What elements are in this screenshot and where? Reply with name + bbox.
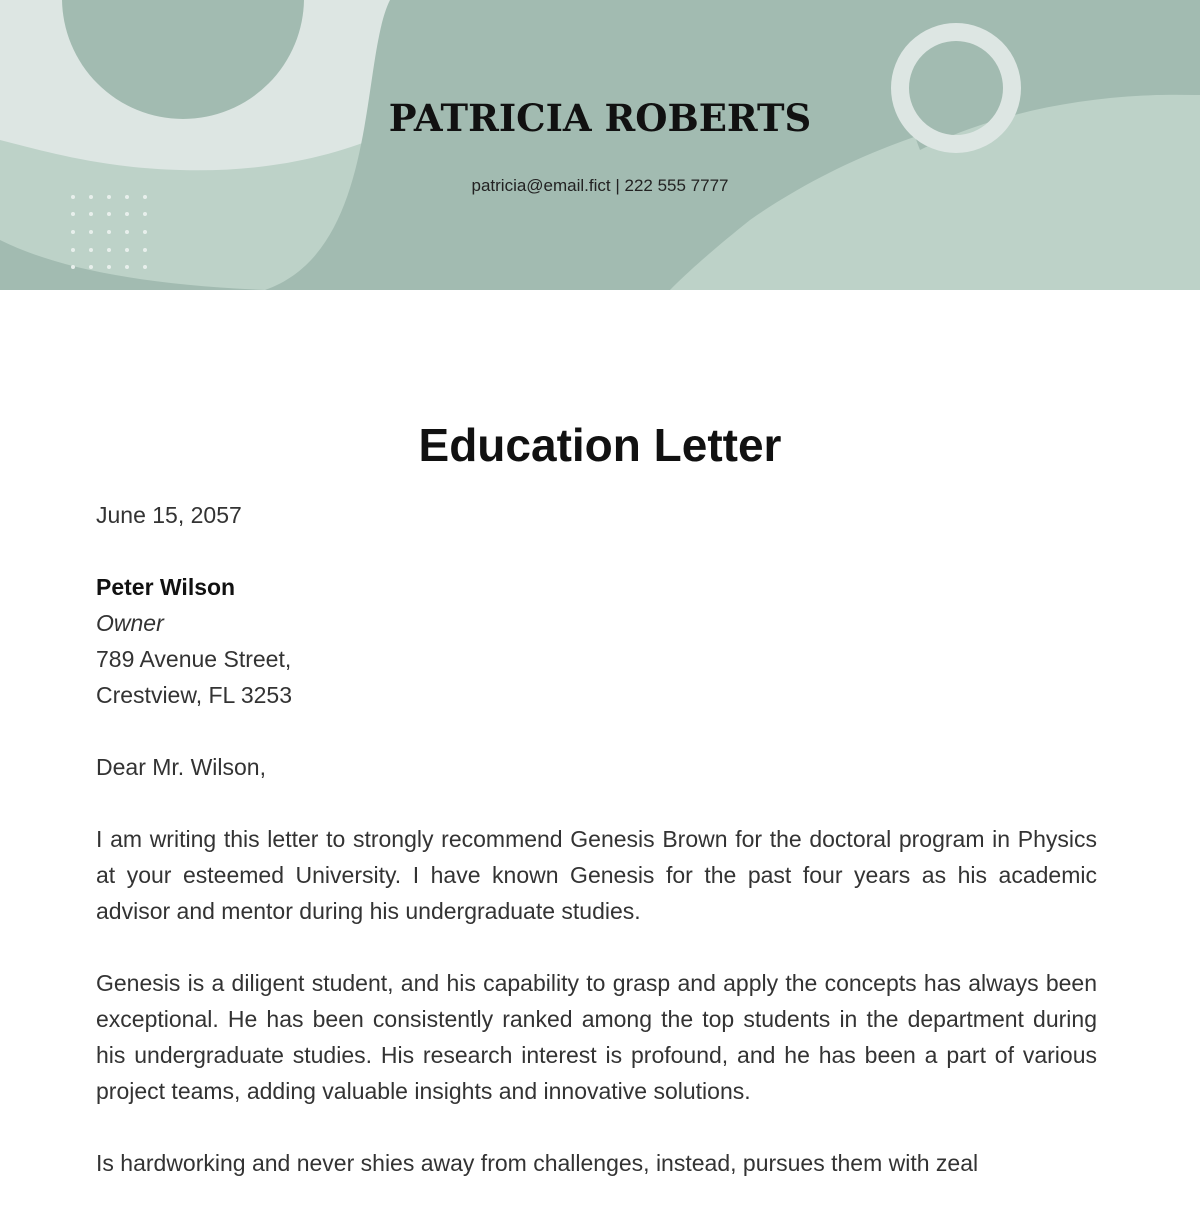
recipient-name: Peter Wilson — [96, 574, 236, 600]
paragraph: Is hardworking and never shies away from challenges, instead, pursues them with zeal — [96, 1150, 979, 1176]
letterhead-banner — [0, 0, 1200, 290]
recipient-address — [96, 569, 1097, 713]
recipient-city: Crestview, FL 3253 — [96, 682, 293, 708]
sender-contact: patricia@email.fict | 222 555 7777 — [471, 176, 729, 195]
paragraph: Genesis is a diligent student, and his capability to grasp and apply the concepts has always been exceptional. He has been consistently ranked among the top students in the department during his undergraduate studies. His research interest is profound, and he has been a part of various project teams, adding valuable insights and innovative solutions. — [96, 970, 1097, 1104]
salutation: Dear Mr. Wilson, — [96, 754, 266, 780]
letter-date: June 15, 2057 — [96, 502, 242, 528]
recipient-role: Owner — [96, 610, 164, 636]
sender-name: PATRICIA ROBERTS — [388, 96, 812, 140]
recipient-street: 789 Avenue Street, — [96, 646, 292, 672]
paragraph: I am writing this letter to strongly recommend Genesis Brown for the doctoral program in Physics at your esteemed University. I have known Genesis for the past four years as his academic advisor and mentor during his undergraduate studies. — [96, 826, 1097, 924]
decorative-background — [0, 0, 1200, 290]
letter-body — [96, 497, 1097, 1217]
letter-title: Education Letter — [418, 419, 782, 471]
